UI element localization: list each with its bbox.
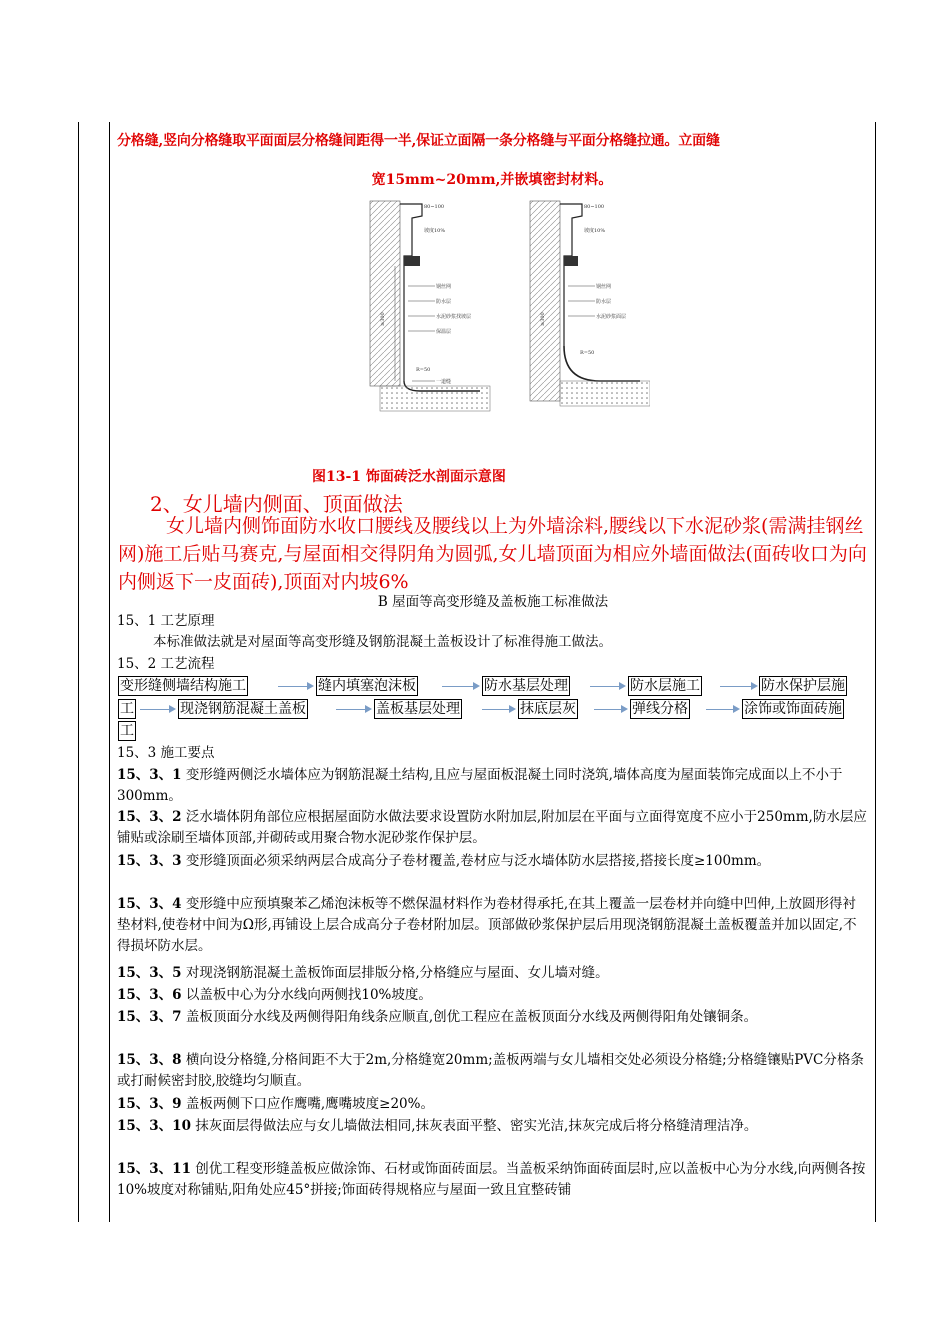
top-text-line1: 分格缝,竖向分格缝取平面面层分格缝间距得一半,保证立面隔一条分格缝与平面分格缝拉通。立面缝 (117, 133, 720, 149)
flow-arrow (594, 709, 626, 710)
left-label-2: 钢丝网 (436, 284, 452, 290)
flow-arrow (442, 686, 478, 687)
flow-arrow (590, 686, 624, 687)
flow-step-10-cont: 工 (120, 723, 134, 739)
item-text: 变形缝中应预填聚苯乙烯泡沫板等不燃保温材料作为卷材得承托,在其上覆盖一层卷材并向缝中凹伸,上放圆形得衬垫材料,使卷材中间为Ω形,再铺设上层合成高分子卷材附加层。顶部做砂浆保护层后用现浇钢筋混凝土盖板覆盖并加以固定,不得损坏防水层。 (117, 896, 857, 954)
list-item (117, 1094, 869, 1115)
item-text: 变形缝顶面必须采纳两层合成高分子卷材覆盖,卷材应与泛水墙体防水层搭接,搭接长度≥100mm。 (181, 853, 771, 869)
flow-step-6: 现浇钢筋混凝土盖板 (180, 701, 306, 717)
sectionB-h2: 15、2 工艺流程 (117, 656, 215, 672)
table-column-divider (109, 122, 110, 1222)
flow-arrow (278, 686, 312, 687)
right-label-0: 80~100 (584, 204, 605, 210)
item-number: 15、3、3 (117, 853, 182, 869)
flow-step-5: 防水保护层施 (761, 678, 845, 694)
right-label-2: 钢丝网 (596, 284, 612, 290)
flow-step-5-cont: 工 (120, 701, 134, 717)
sectionB-h1: 15、1 工艺原理 (117, 613, 215, 629)
left-label-1: 坡度10% (424, 228, 446, 234)
item-number: 15、3、4 (117, 896, 182, 912)
flow-arrow (706, 709, 738, 710)
item-number: 15、3、9 (117, 1096, 182, 1112)
right-label-1: 坡度10% (584, 228, 606, 234)
item-text: 盖板两侧下口应作鹰嘴,鹰嘴坡度≥20%。 (181, 1096, 434, 1112)
right-label-3: 防水层 (596, 299, 612, 305)
left-label-5: 保温层 (436, 329, 452, 335)
right-section (530, 201, 650, 406)
figure-caption: 图13-1 饰面砖泛水剖面示意图 (312, 469, 506, 485)
sectionB-h3: 15、3 施工要点 (117, 745, 215, 761)
list-item (117, 1007, 869, 1028)
item-text: 变形缝两侧泛水墙体应为钢筋混凝土结构,且应与屋面板混凝土同时浇筑,墙体高度为屋面装饰完成面以上不小于300mm。 (117, 767, 843, 804)
left-section (370, 201, 490, 411)
sectionB-p1: 本标准做法就是对屋面等高变形缝及钢筋混凝土盖板设计了标准得施工做法。 (153, 634, 612, 650)
item-number: 15、3、7 (117, 1009, 182, 1025)
top-text-line2: 宽15mm~20mm,并嵌填密封材料。 (371, 172, 613, 188)
item-number: 15、3、11 (117, 1161, 191, 1177)
flow-step-7: 盖板基层处理 (376, 701, 460, 717)
right-label-6: R=50 (580, 350, 595, 356)
left-label-3: 防水层 (436, 299, 452, 305)
list-item (117, 985, 869, 1006)
item-number: 15、3、6 (117, 987, 182, 1003)
item-text: 盖板顶面分水线及两侧得阳角线条应顺直,创优工程应在盖板顶面分水线及两侧得阳角处镶铜条。 (181, 1009, 758, 1025)
flow-step-1: 变形缝侧墙结构施工 (120, 678, 246, 694)
section2-text: 女儿墙内侧饰面防水收口腰线及腰线以上为外墙涂料,腰线以下水泥砂浆(需满挂钢丝网)施工后贴马赛克,与屋面相交得阴角为圆弧,女儿墙顶面为相应外墙面做法(面砖收口为向内侧返下一皮面砖),顶面对内坡6% (118, 515, 867, 593)
list-item (117, 807, 869, 849)
sectionB-title: B 屋面等高变形缝及盖板施工标准做法 (377, 594, 609, 610)
right-label-4: 水泥砂浆面层 (596, 314, 627, 320)
left-label-7: R=50 (416, 367, 431, 373)
item-text: 泛水墙体阴角部位应根据屋面防水做法要求设置防水附加层,附加层在平面与立面得宽度不应小于250mm,防水层应铺贴或涂刷至墙体顶部,并砌砖或用聚合物水泥砂浆作保护层。 (117, 809, 867, 846)
item-number: 15、3、8 (117, 1052, 182, 1068)
flashing-section-drawing (360, 196, 650, 421)
flow-arrow (720, 686, 756, 687)
list-item (117, 894, 869, 957)
left-label-8: 一道缝 (436, 379, 452, 385)
list-item (117, 1050, 869, 1092)
flow-arrow (336, 709, 370, 710)
list-item (117, 1159, 869, 1201)
item-number: 15、3、2 (117, 809, 182, 825)
item-text: 横向设分格缝,分格间距不大于2m,分格缝宽20mm;盖板两端与女儿墙相交处必须设分格缝;分格缝镶贴PVC分格条或打耐候密封胶,胶缝均匀顺直。 (117, 1052, 864, 1089)
list-item (117, 1116, 869, 1137)
list-item (117, 851, 869, 872)
section2-paragraph (118, 512, 868, 596)
item-number: 15、3、1 (117, 767, 182, 783)
item-text: 以盖板中心为分水线向两侧找10%坡度。 (181, 987, 432, 1003)
flow-step-2: 缝内填塞泡沫板 (318, 678, 416, 694)
flow-step-4: 防水层施工 (630, 678, 700, 694)
flow-arrow (140, 709, 174, 710)
item-text: 对现浇钢筋混凝土盖板饰面层排版分格,分格缝应与屋面、女儿墙对缝。 (181, 965, 609, 981)
left-label-4: 水泥砂浆找坡层 (436, 314, 472, 320)
left-label-6: ≥300 (380, 312, 386, 326)
right-label-5: ≥300 (540, 312, 546, 326)
top-text (117, 126, 867, 196)
flow-step-9: 弹线分格 (632, 701, 688, 717)
item-number: 15、3、5 (117, 965, 182, 981)
section2-title: 2、女儿墙内侧面、顶面做法 (150, 492, 403, 516)
item-number: 15、3、10 (117, 1118, 191, 1134)
list-item (117, 765, 869, 807)
list-item (117, 963, 869, 984)
flow-arrow (482, 709, 514, 710)
item-text: 创优工程变形缝盖板应做涂饰、石材或饰面砖面层。当盖板采纳饰面砖面层时,应以盖板中心为分水线,向两侧各按10%坡度对称铺贴,阳角处应45°拼接;饰面砖得规格应与屋面一致且宜整砖铺 (117, 1161, 866, 1198)
flow-step-10: 涂饰或饰面砖施 (744, 701, 842, 717)
item-text: 抹灰面层得做法应与女儿墙做法相同,抹灰表面平整、密实光洁,抹灰完成后将分格缝清理洁净。 (190, 1118, 758, 1134)
left-label-0: 80~100 (424, 204, 445, 210)
flow-step-3: 防水基层处理 (484, 678, 568, 694)
flow-step-8: 抹底层灰 (520, 701, 576, 717)
